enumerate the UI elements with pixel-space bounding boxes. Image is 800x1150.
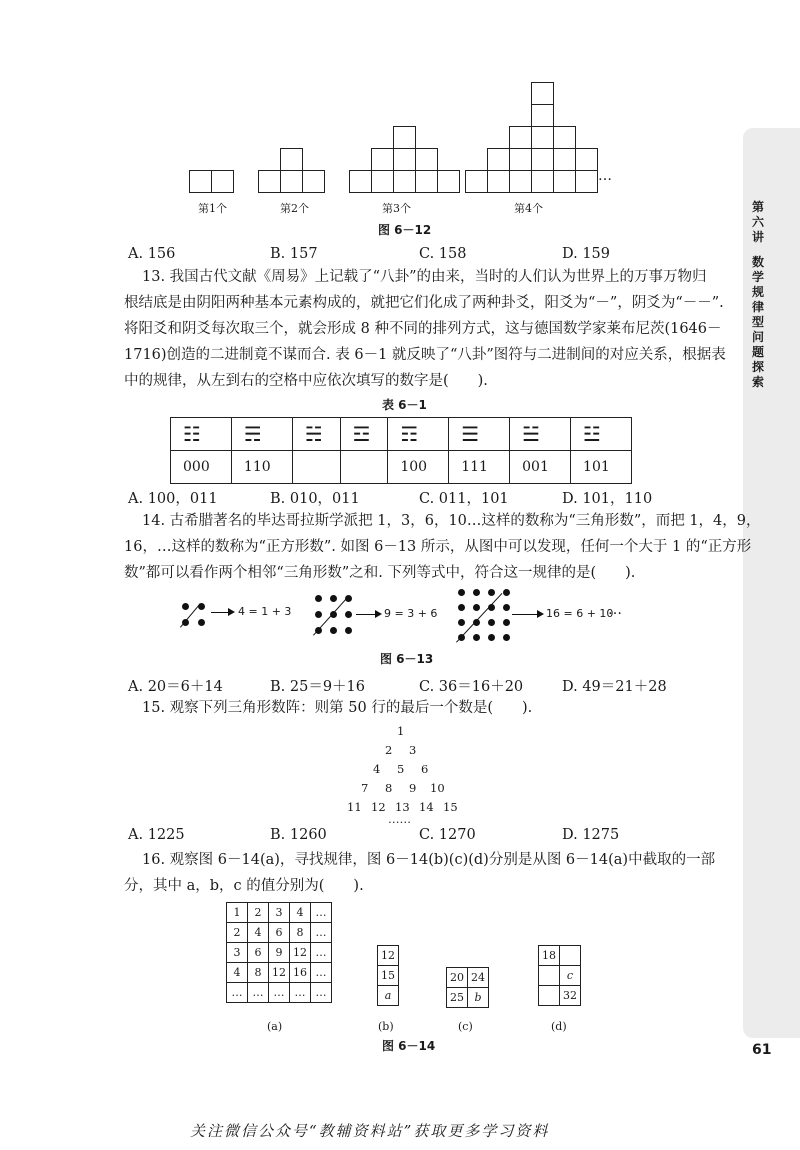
grid-cell: … (248, 983, 269, 1003)
dot (315, 595, 322, 602)
square (487, 148, 510, 171)
trigram-cell (449, 418, 510, 451)
grid-cell: 6 (248, 943, 269, 963)
dot (473, 634, 480, 641)
choice-c: C. 36＝16＋20 (419, 679, 524, 695)
grid-cell: 32 (560, 986, 581, 1006)
grid-cell: 15 (378, 966, 399, 986)
figure-label: 第3个 (382, 202, 411, 215)
grid-cell: … (269, 983, 290, 1003)
grid-cell: c (560, 966, 581, 986)
array-number: 3 (409, 743, 417, 757)
square (575, 148, 598, 171)
choice-c: C. 1270 (419, 827, 476, 843)
equation: 4 = 1 + 3 (238, 605, 292, 618)
choice-d: D. 101，110 (562, 491, 653, 507)
dot (458, 589, 465, 596)
table-row (378, 946, 399, 966)
grid-cell: … (227, 983, 248, 1003)
arrow-icon (356, 614, 376, 615)
arrow-head-icon (228, 608, 235, 616)
dot (503, 619, 510, 626)
trigram-symbol: ☱ (522, 422, 541, 446)
trigram-symbol: ☲ (352, 422, 371, 446)
dot (473, 589, 480, 596)
dot (473, 604, 480, 611)
choice-d: D. 49＝21＋28 (562, 679, 667, 695)
array-number: 6 (421, 762, 429, 776)
square (258, 170, 281, 193)
table-row (378, 986, 399, 1006)
grid-cell: … (311, 943, 332, 963)
table-row (227, 943, 332, 963)
table-row (227, 923, 332, 943)
binary-cell: 110 (231, 451, 292, 484)
grid-cell: … (290, 983, 311, 1003)
grid-cell (560, 946, 581, 966)
binary-cell: 101 (571, 451, 632, 484)
trigram-cell (171, 418, 232, 451)
dot (198, 619, 205, 626)
grid-cell: 1 (227, 903, 248, 923)
square (487, 170, 510, 193)
dot (345, 627, 352, 634)
choice-b: B. 157 (270, 246, 318, 262)
arrow-icon (512, 614, 538, 615)
dot (503, 634, 510, 641)
figure-label: 第2个 (280, 202, 309, 215)
grid-cell: b (468, 988, 489, 1008)
choice-a: A. 1225 (128, 827, 185, 843)
square (531, 170, 554, 193)
chapter-label (752, 200, 768, 390)
square (531, 148, 554, 171)
grid-cell: 2 (227, 923, 248, 943)
binary-cell-blank (292, 451, 340, 484)
trigram-symbol: ☳ (583, 422, 601, 446)
array-number: 7 (361, 781, 369, 795)
square (465, 170, 488, 193)
grid-cell: … (311, 903, 332, 923)
dot (330, 595, 337, 602)
trigram-symbol: ☷ (183, 422, 201, 446)
grid-cell: … (311, 963, 332, 983)
figure-ellipsis: … (598, 168, 612, 184)
footer-note: 关注微信公众号“教辅资料站”获取更多学习资料 (190, 1122, 550, 1140)
grid-cell: 12 (269, 963, 290, 983)
table-row (539, 966, 581, 986)
grid-a (226, 902, 332, 1003)
square (211, 170, 234, 193)
dot (458, 619, 465, 626)
array-number: 4 (373, 762, 381, 776)
trigram-symbol: ☶ (400, 422, 419, 446)
figure-label: 第1个 (198, 202, 227, 215)
square (531, 104, 554, 127)
equation: 16 = 6 + 10 (546, 607, 614, 620)
grid-cell: 9 (269, 943, 290, 963)
choice-a: A. 20＝6＋14 (128, 679, 223, 695)
bagua-table (170, 417, 632, 484)
question-text: 16，…这样的数称为“正方形数”. 如图 6－13 所示，从图中可以发现，任何一个大于 1 的“正方形 (124, 539, 752, 555)
binary-cell: 111 (449, 451, 510, 484)
array-number: 13 (395, 800, 410, 814)
question-text: 中的规律，从左到右的空格中应依次填写的数字是( ). (124, 373, 488, 389)
square (415, 170, 438, 193)
grid-cell: 16 (290, 963, 311, 983)
page-number: 61 (752, 1042, 772, 1058)
grid-cell: 12 (290, 943, 311, 963)
square (575, 170, 598, 193)
question-text: 数”都可以看作两个相邻“三角形数”之和. 下列等式中，符合这一规律的是( ). (124, 565, 636, 581)
square (509, 170, 532, 193)
table-caption: 表 6－1 (382, 398, 427, 412)
sublabel: (a) (267, 1020, 283, 1033)
trigram-cell (571, 418, 632, 451)
choice-a: A. 156 (128, 246, 176, 262)
figure-ellipsis: … (608, 602, 622, 618)
figure-caption: 图 6－14 (382, 1039, 436, 1053)
array-ellipsis: …… (388, 812, 411, 826)
arrow-icon (211, 612, 229, 613)
grid-cell: 8 (248, 963, 269, 983)
table-row (227, 903, 332, 923)
square (531, 82, 554, 105)
trigram-cell (388, 418, 449, 451)
square (189, 170, 212, 193)
choice-b: B. 25＝9＋16 (270, 679, 366, 695)
array-number: 14 (419, 800, 434, 814)
choice-b: B. 1260 (270, 827, 327, 843)
dot (503, 589, 510, 596)
grid-cell: 24 (468, 968, 489, 988)
question-text: 13. 我国古代文献《周易》上记载了“八卦”的由来，当时的人们认为世界上的万事万物归 (142, 269, 707, 285)
question-text: 分，其中 a，b，c 的值分别为( ). (124, 878, 364, 894)
grid-cell: 25 (447, 988, 468, 1008)
dot (488, 589, 495, 596)
chapter-title: 第六讲 (752, 200, 765, 244)
array-number: 5 (397, 762, 405, 776)
array-number: 8 (385, 781, 393, 795)
dot (488, 634, 495, 641)
grid-cell: 8 (290, 923, 311, 943)
square (280, 170, 303, 193)
table-row (378, 966, 399, 986)
choice-d: D. 159 (562, 246, 611, 262)
square (509, 148, 532, 171)
square (531, 126, 554, 149)
grid-cell: 4 (248, 923, 269, 943)
chapter-topic: 数学规律型问题探索 (752, 255, 765, 389)
square (553, 126, 576, 149)
square (509, 126, 532, 149)
table-row (171, 451, 632, 484)
choice-c: C. 158 (419, 246, 467, 262)
trigram-symbol: ☴ (243, 422, 262, 446)
array-number: 11 (347, 800, 362, 814)
square (553, 148, 576, 171)
sublabel: (d) (551, 1020, 567, 1033)
grid-cell: 2 (248, 903, 269, 923)
choice-d: D. 1275 (562, 827, 620, 843)
choice-c: C. 011，101 (419, 491, 509, 507)
question-text: 根结底是由阴阳两种基本元素构成的，就把它们化成了两种卦爻，阳爻为“－”，阴爻为“－－”. (124, 295, 724, 311)
grid-cell: 4 (290, 903, 311, 923)
square (415, 148, 438, 171)
grid-cell: 6 (269, 923, 290, 943)
sublabel: (b) (378, 1020, 394, 1033)
question-text: 1716)创造的二进制竟不谋而合. 表 6－1 就反映了“八卦”图符与二进制间的对应关系，根据表 (124, 347, 726, 363)
array-number: 9 (409, 781, 417, 795)
trigram-symbol: ☰ (461, 422, 480, 446)
trigram-cell (340, 418, 388, 451)
dot (503, 604, 510, 611)
square (393, 170, 416, 193)
grid-cell: 3 (227, 943, 248, 963)
array-number: 10 (430, 781, 445, 795)
dot (182, 603, 189, 610)
table-row (539, 986, 581, 1006)
grid-cell: a (378, 986, 399, 1006)
array-number: 12 (371, 800, 386, 814)
trigram-cell (231, 418, 292, 451)
grid-cell: 12 (378, 946, 399, 966)
sublabel: (c) (458, 1020, 473, 1033)
choice-a: A. 100，011 (128, 491, 218, 507)
grid-cell: 4 (227, 963, 248, 983)
binary-cell-blank (340, 451, 388, 484)
binary-cell: 100 (388, 451, 449, 484)
table-row (227, 983, 332, 1003)
figure-label: 第4个 (514, 202, 543, 215)
grid-c (446, 967, 489, 1008)
dot (315, 611, 322, 618)
square (280, 148, 303, 171)
grid-cell: … (311, 923, 332, 943)
square (349, 170, 372, 193)
binary-cell: 001 (510, 451, 571, 484)
figure-caption: 图 6－13 (380, 652, 434, 666)
figure-caption: 图 6－12 (378, 223, 432, 237)
table-row (447, 988, 489, 1008)
grid-cell: 18 (539, 946, 560, 966)
dot (345, 611, 352, 618)
square (371, 170, 394, 193)
dot (488, 619, 495, 626)
grid-cell (539, 986, 560, 1006)
square (393, 126, 416, 149)
choice-b: B. 010，011 (270, 491, 360, 507)
square (393, 148, 416, 171)
grid-cell (539, 966, 560, 986)
grid-cell: 20 (447, 968, 468, 988)
square (437, 170, 460, 193)
square (302, 170, 325, 193)
question-text: 16. 观察图 6－14(a)，寻找规律，图 6－14(b)(c)(d)分别是从图 6－14(a)中截取的一部 (142, 852, 716, 868)
grid-cell: … (311, 983, 332, 1003)
square (553, 170, 576, 193)
array-number: 2 (385, 743, 393, 757)
grid-d (538, 945, 581, 1006)
grid-cell: 3 (269, 903, 290, 923)
question-text: 将阳爻和阴爻每次取三个，就会形成 8 种不同的排列方式，这与德国数学家莱布尼茨(1646－ (124, 321, 722, 337)
grid-b (377, 945, 399, 1006)
table-row (539, 946, 581, 966)
square (371, 148, 394, 171)
table-row (227, 963, 332, 983)
trigram-symbol: ☵ (304, 422, 323, 446)
arrow-head-icon (375, 610, 382, 618)
trigram-cell (510, 418, 571, 451)
array-number: 1 (397, 724, 405, 738)
equation: 9 = 3 + 6 (384, 607, 438, 620)
binary-cell: 000 (171, 451, 232, 484)
table-row (447, 968, 489, 988)
dot (458, 604, 465, 611)
question-text: 14. 古希腊著名的毕达哥拉斯学派把 1，3，6，10…这样的数称为“三角形数”，而把 1，4，9， (142, 513, 761, 529)
table-row (171, 418, 632, 451)
question-text: 15. 观察下列三角形数阵：则第 50 行的最后一个数是( ). (142, 700, 533, 716)
arrow-head-icon (537, 610, 544, 618)
dot (330, 627, 337, 634)
trigram-cell (292, 418, 340, 451)
array-number: 15 (443, 800, 458, 814)
